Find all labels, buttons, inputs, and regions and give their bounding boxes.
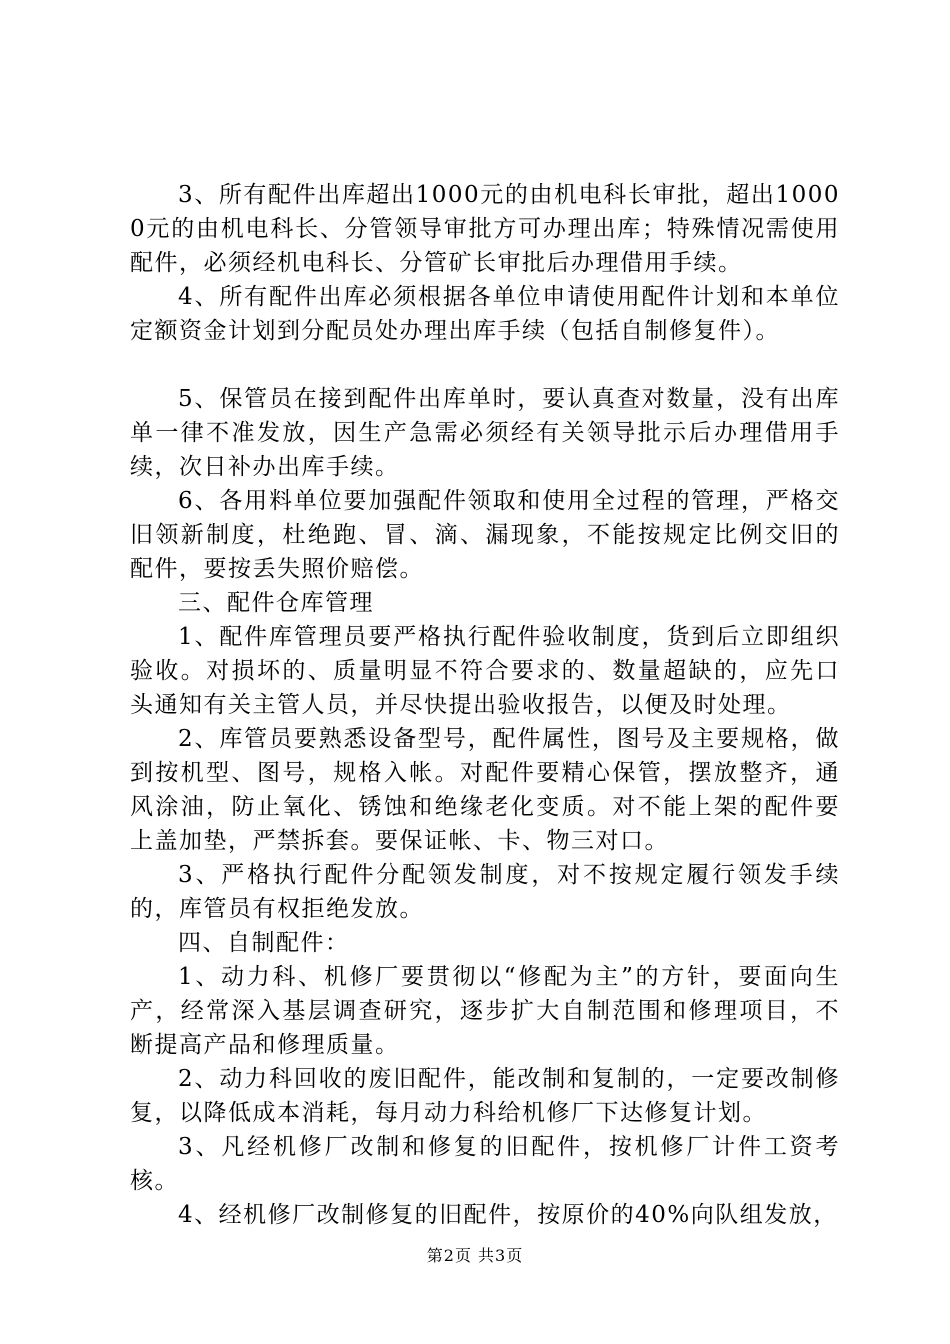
paragraph-rule-3: 3、所有配件出库超出1000元的由机电科长审批，超出10000元的由机电科长、分管领导审批方可办理出库；特殊情况需使用配件，必须经机电科长、分管矿长审批后办理借用手续。 bbox=[130, 182, 840, 276]
paragraph-rule-4: 4、所有配件出库必须根据各单位申请使用配件计划和本单位定额资金计划到分配员处办理出库手续（包括自制修复件）。 bbox=[130, 284, 840, 344]
paragraph-rule-5: 5、保管员在接到配件出库单时，要认真查对数量，没有出库单一律不准发放，因生产急需必须经有关领导批示后办理借用手续，次日补办出库手续。 bbox=[130, 386, 840, 480]
paragraph-warehouse-3: 3、严格执行配件分配领发制度，对不按规定履行领发手续的，库管员有权拒绝发放。 bbox=[130, 862, 840, 922]
paragraph-self-made-3: 3、凡经机修厂改制和修复的旧配件，按机修厂计件工资考核。 bbox=[130, 1134, 840, 1194]
page-number-footer: 第2页 共3页 bbox=[426, 1246, 524, 1265]
paragraph-self-made-1: 1、动力科、机修厂要贯彻以“修配为主”的方针，要面向生产，经常深入基层调查研究，逐步扩大自制范围和修理项目，不断提高产品和修理质量。 bbox=[130, 964, 840, 1058]
section-heading-self-made: 四、自制配件： bbox=[178, 930, 350, 956]
document-body bbox=[130, 178, 840, 1232]
paragraph-self-made-2: 2、动力科回收的废旧配件，能改制和复制的，一定要改制修复，以降低成本消耗，每月动力科给机修厂下达修复计划。 bbox=[130, 1066, 840, 1126]
paragraph-warehouse-2: 2、库管员要熟悉设备型号，配件属性，图号及主要规格，做到按机型、图号，规格入帐。对配件要精心保管，摆放整齐，通风涂油，防止氧化、锈蚀和绝缘老化变质。对不能上架的配件要上盖加垫，严禁拆套。要保证帐、卡、物三对口。 bbox=[130, 726, 840, 854]
paragraph-warehouse-1: 1、配件库管理员要严格执行配件验收制度，货到后立即组织验收。对损坏的、质量明显不符合要求的、数量超缺的，应先口头通知有关主管人员，并尽快提出验收报告，以便及时处理。 bbox=[130, 624, 840, 718]
paragraph-rule-6: 6、各用料单位要加强配件领取和使用全过程的管理，严格交旧领新制度，杜绝跑、冒、滴、漏现象，不能按规定比例交旧的配件，要按丢失照价赔偿。 bbox=[130, 488, 840, 582]
paragraph-self-made-4: 4、经机修厂改制修复的旧配件，按原价的40%向队组发放， bbox=[178, 1202, 838, 1228]
section-heading-warehouse: 三、配件仓库管理 bbox=[178, 590, 374, 616]
